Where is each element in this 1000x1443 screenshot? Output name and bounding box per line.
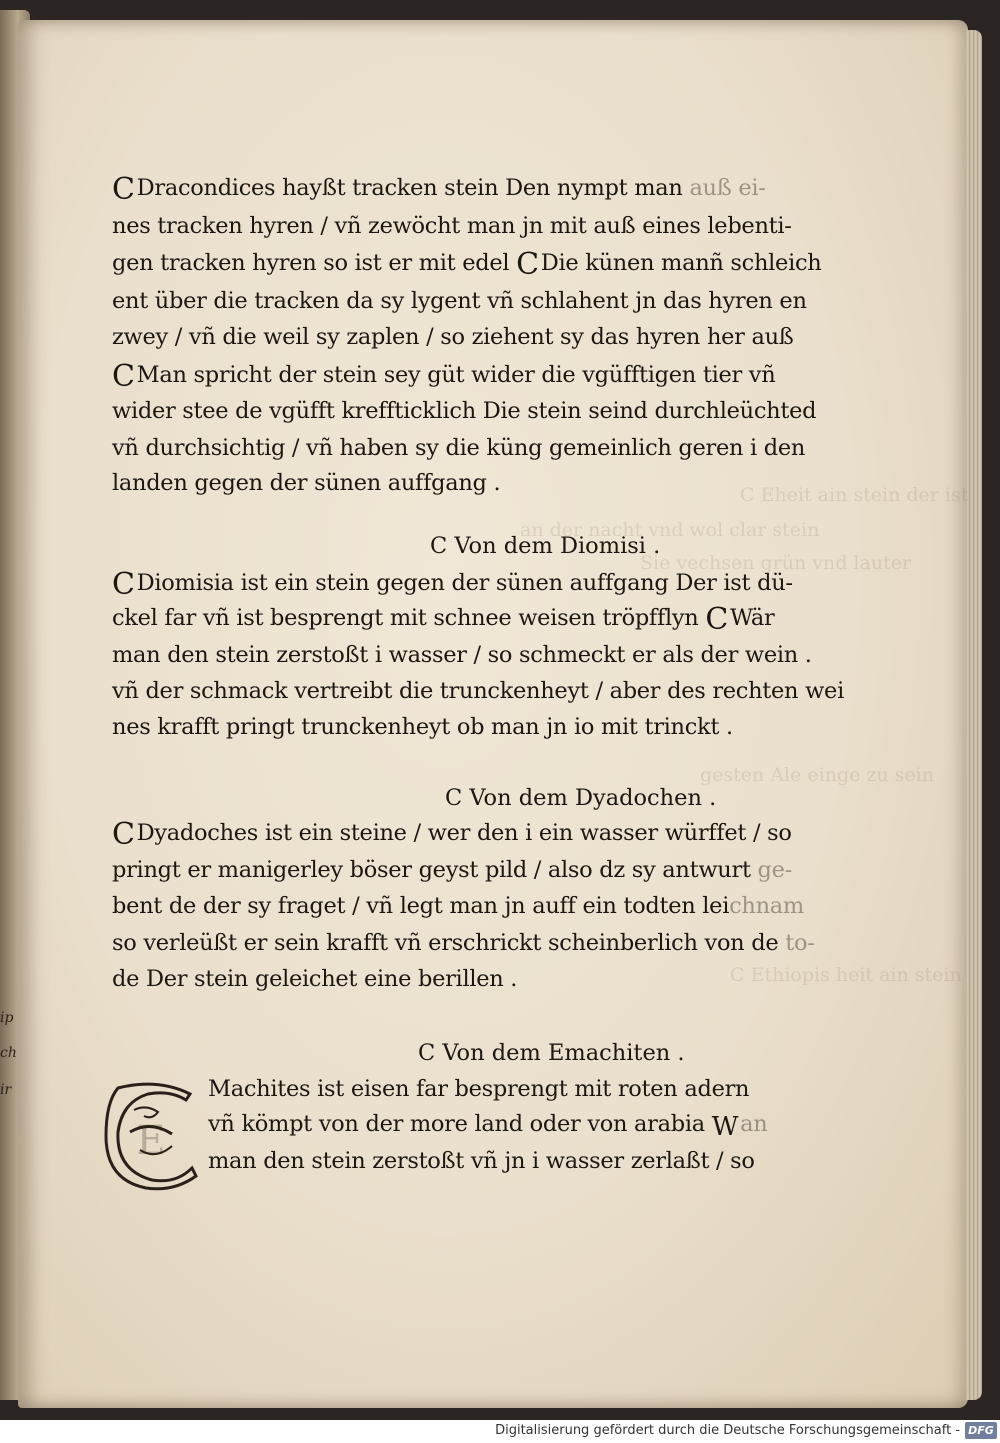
left-page-fragment: ch — [0, 1045, 17, 1061]
text-line: man den stein zerstoßt vñ jn i wasser zerlaßt / so — [208, 1148, 755, 1174]
text-line: zwey / vñ die weil sy zaplen / so ziehent sy das hyren her auß — [112, 324, 794, 350]
line-text: pringt er manigerley böser geyst pild / also dz sy antwurt — [112, 857, 751, 883]
text-line: de Der stein geleichet eine berillen . — [112, 966, 518, 992]
line-text: Dyadoches ist ein steine / wer den i ein wasser würffet / so — [136, 820, 792, 846]
line-text: Die künen manñ schleich — [540, 250, 822, 276]
dfg-logo: DFG — [965, 1422, 997, 1439]
faded-text: chnam — [729, 893, 804, 919]
text-line — [112, 857, 792, 883]
text-line — [208, 1111, 768, 1142]
heading-dyadochen: C Von dem Dyadochen . — [445, 785, 717, 811]
text-line — [112, 567, 793, 602]
text-line — [112, 247, 822, 282]
text-line: nes tracken hyren / vñ zewöcht man jn mit auß eines lebenti- — [112, 213, 792, 239]
left-page-fragment: ir — [0, 1082, 12, 1098]
heading-diomisi: C Von dem Diomisi . — [430, 533, 661, 559]
line-text: so verleüßt er sein krafft vñ erschrickt scheinberlich von de — [112, 930, 779, 956]
text-line: vñ durchsichtig / vñ haben sy die küng gemeinlich geren i den — [112, 435, 806, 461]
text-line: Machites ist eisen far besprengt mit roten adern — [208, 1076, 750, 1102]
line-text: Man spricht der stein sey güt wider die vgüfftigen tier vñ — [136, 362, 776, 388]
text-line: landen gegen der sünen auffgang . — [112, 470, 501, 496]
line-text: ckel far vñ ist besprengt mit schnee weisen tröpfflyn — [112, 605, 699, 631]
text-line — [112, 172, 766, 207]
text-line — [112, 893, 804, 919]
paragraph-mark: C — [112, 359, 135, 394]
text-line — [112, 359, 776, 394]
faded-text: an — [740, 1111, 768, 1137]
line-text: bent de der sy fraget / vñ legt man jn auff ein todten lei — [112, 893, 730, 919]
line-text: vñ kömpt von der more land oder von arabia — [208, 1111, 705, 1137]
paragraph-mark: C — [112, 817, 135, 852]
line-text: Dracondices hayßt tracken stein Den nympt man — [136, 175, 683, 201]
page-stack-edge — [966, 30, 982, 1400]
text-line: wider stee de vgüfft kreffticklich Die stein seind durchleüchted — [112, 398, 817, 424]
line-text: Diomisia ist ein stein gegen der sünen auffgang Der ist dü- — [136, 570, 793, 596]
paragraph-mark: C — [516, 247, 539, 282]
text-line — [112, 602, 775, 637]
faded-text: ge- — [750, 857, 792, 883]
line-text: Wär — [730, 605, 775, 631]
text-line — [112, 930, 815, 956]
left-page-fragment: ip — [0, 1010, 14, 1026]
footer-bar — [0, 1420, 1000, 1443]
initial-letter: E — [136, 1118, 166, 1164]
text-line: vñ der schmack vertreibt die trunckenheyt / aber des rechten wei — [112, 678, 844, 704]
capital-mark: W — [711, 1112, 739, 1142]
text-line: nes krafft pringt trunckenheyt ob man jn io mit trinckt . — [112, 714, 733, 740]
line-text: gen tracken hyren so ist er mit edel — [112, 250, 510, 276]
text-line: man den stein zerstoßt i wasser / so schmeckt er als der wein . — [112, 642, 812, 668]
paragraph-mark: C — [112, 567, 135, 602]
decorated-initial — [100, 1080, 202, 1192]
text-line: ent über die tracken da sy lygent vñ schlahent jn das hyren en — [112, 288, 807, 314]
paragraph-mark: C — [112, 172, 135, 207]
heading-emachiten: C Von dem Emachiten . — [418, 1040, 685, 1066]
funding-credit: Digitalisierung gefördert durch die Deutsche Forschungsgemeinschaft - — [495, 1423, 960, 1438]
faded-text: auß ei- — [682, 175, 766, 201]
faded-text: to- — [778, 930, 815, 956]
paragraph-mark: C — [705, 602, 728, 637]
text-line — [112, 817, 792, 852]
